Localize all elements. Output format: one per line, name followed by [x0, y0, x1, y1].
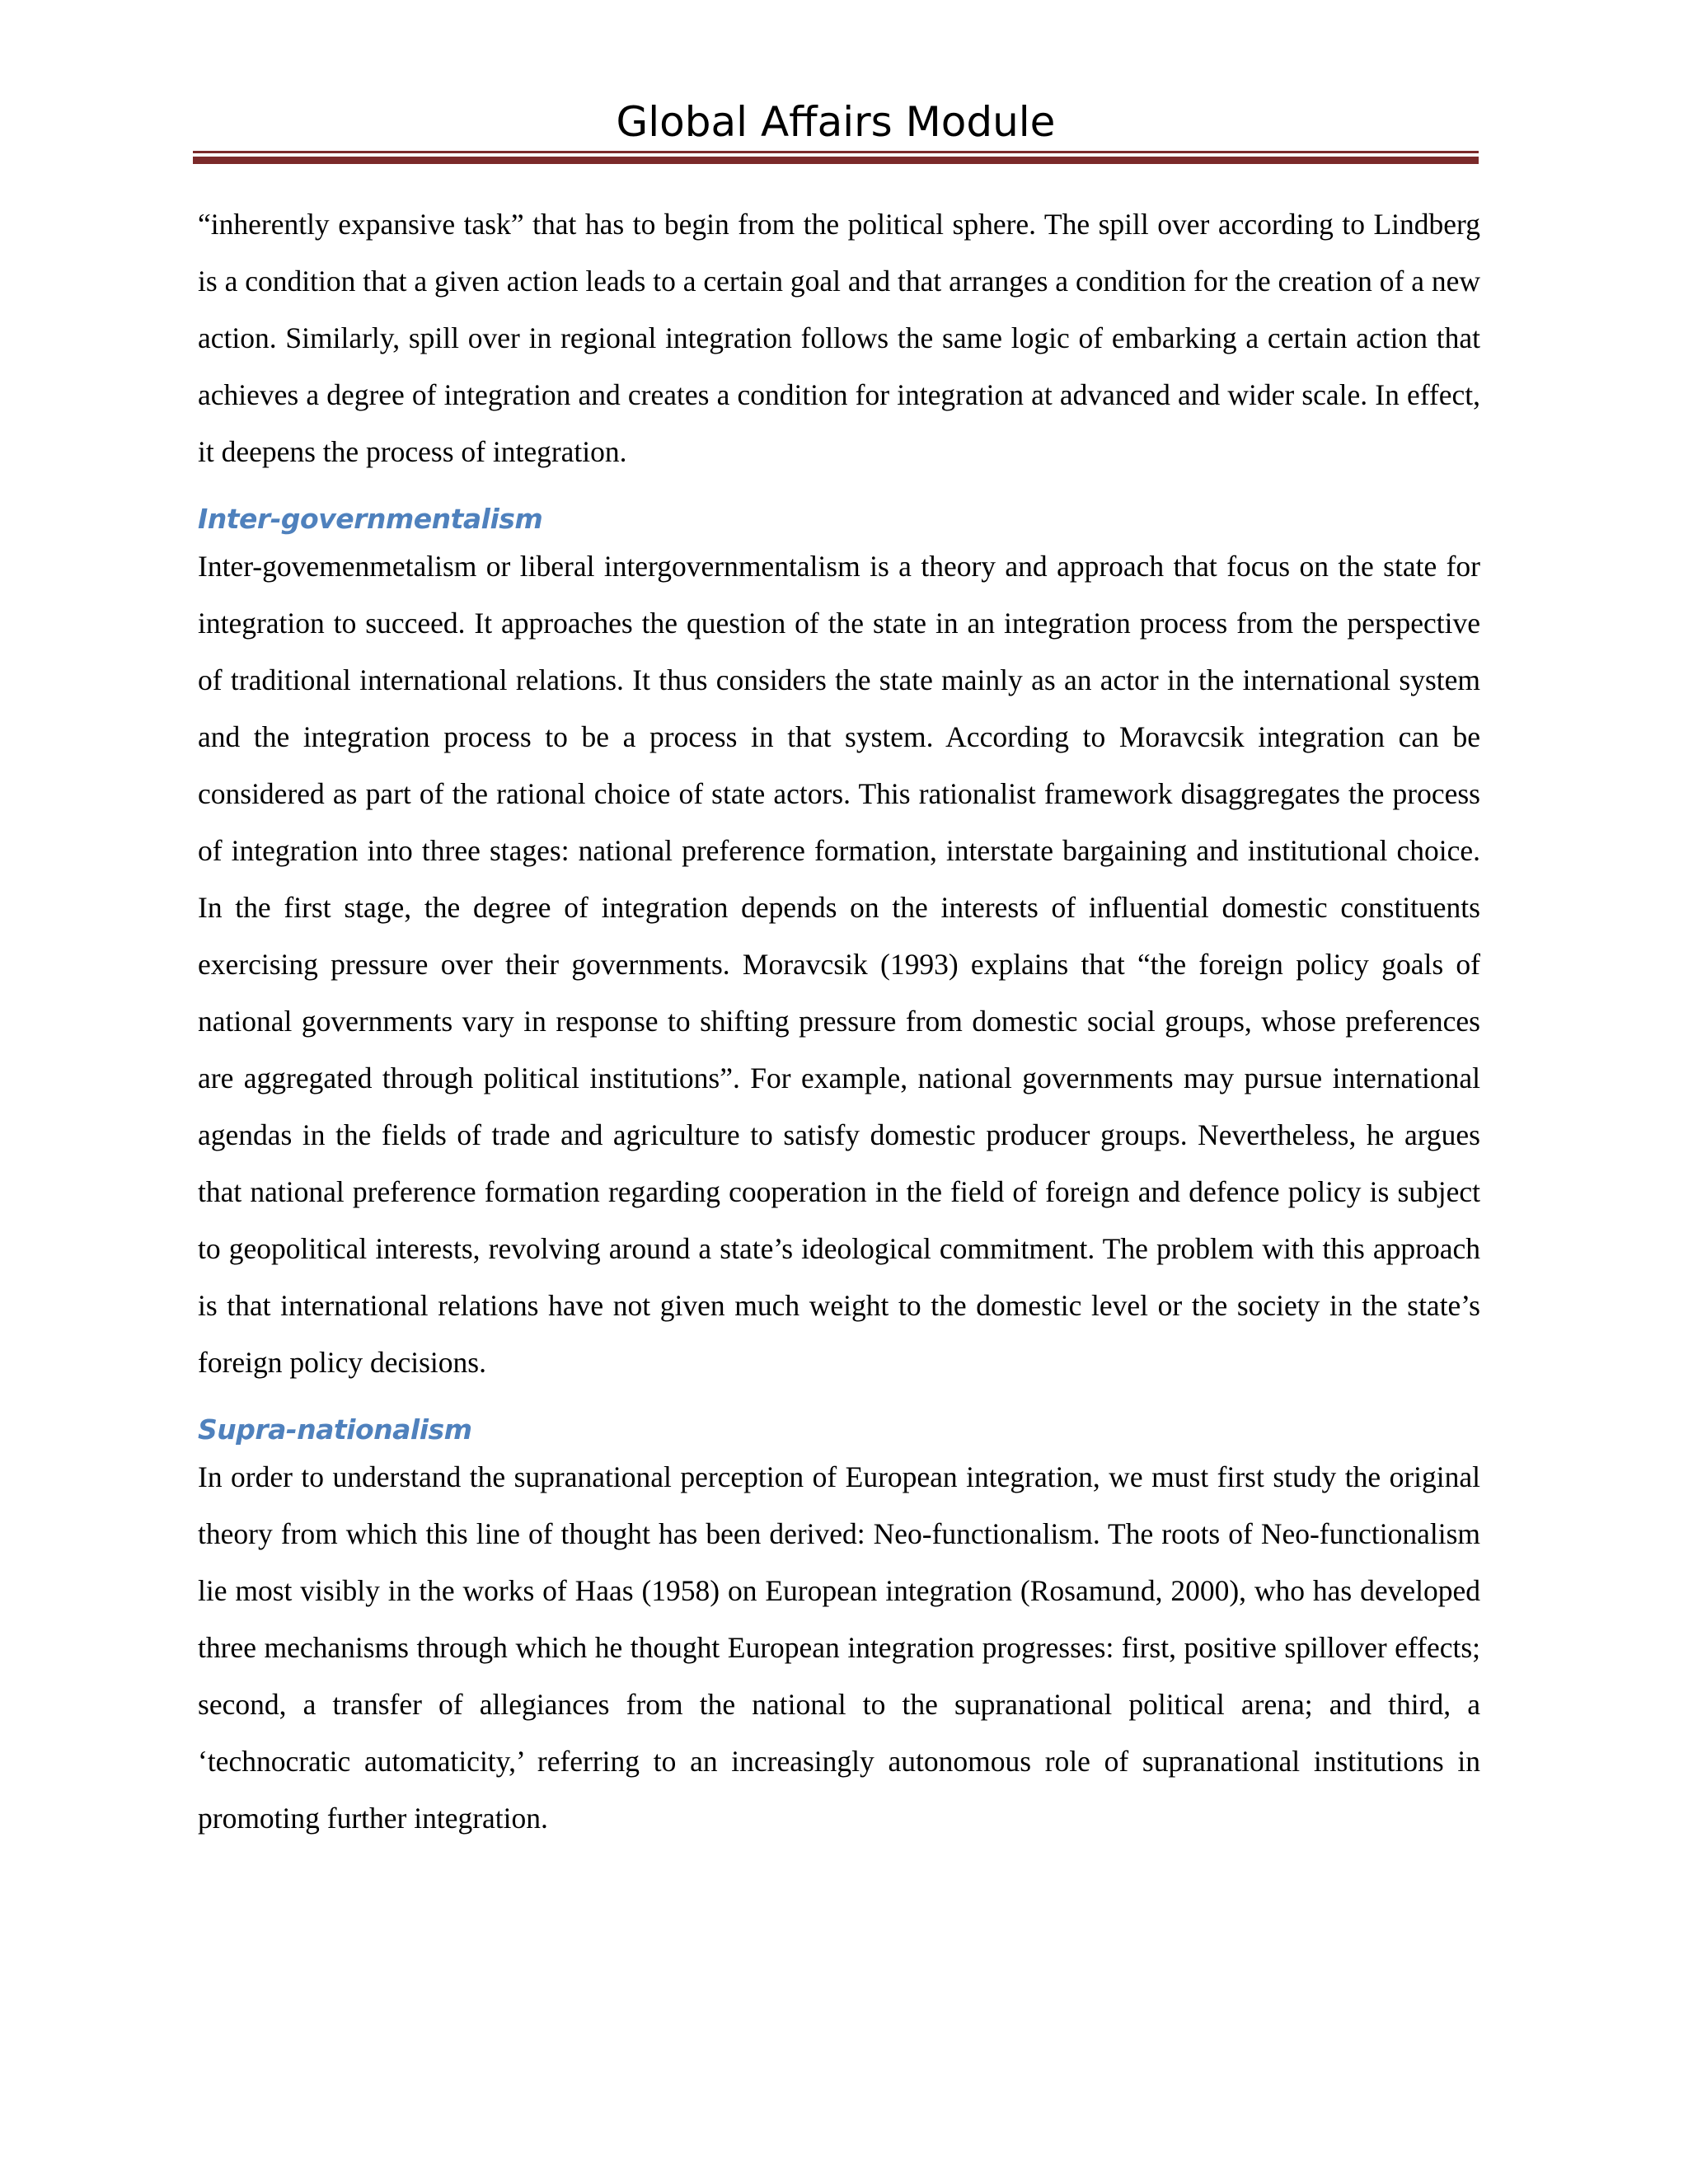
document-body — [198, 196, 1480, 1847]
page-header-title: Global Affairs Module — [616, 98, 1056, 146]
heading-intergovernmentalism: Inter-governmentalism — [198, 503, 543, 535]
paragraph-supranationalism: In order to understand the supranational perception of European integration, we must first study the original theory from which this line of thought has been derived: Neo-functionalism. The roots of Neo-functionalism lie most visibly in the works of Haas (1958) on European integration (Rosamund, 2000), who has developed three mechanisms through which he thought European integration progresses: first, positive spillover effects; second, a transfer of allegiances from the national to the supranational political arena; and third, a ‘technocratic automaticity,’ referring to an increasingly autonomous role of supranational institutions in promoting further integration. — [198, 1460, 1480, 1835]
header-divider-thin — [193, 151, 1479, 153]
paragraph-intro: “inherently expansive task” that has to begin from the political sphere. The spill over according to Lindberg is a condition that a given action leads to a certain goal and that arranges a condition for the creation of a new action. Similarly, spill over in regional integration follows the same logic of embarking a certain action that achieves a degree of integration and creates a condition for integration at advanced and wider scale. In effect, it deepens the process of integration. — [198, 208, 1480, 468]
paragraph-intergovernmentalism: Inter-govemenmetalism or liberal intergovernmentalism is a theory and approach that focus on the state for integration to succeed. It approaches the question of the state in an integration process from the perspective of traditional international relations. It thus considers the state mainly as an actor in the international system and the integration process to be a process in that system. According to Moravcsik integration can be considered as part of the rational choice of state actors. This rationalist framework disaggregates the process of integration into three stages: national preference formation, interstate bargaining and institutional choice. In the first stage, the degree of integration depends on the interests of influential domestic constituents exercising pressure over their governments. Moravcsik (1993) explains that “the foreign policy goals of national governments vary in response to shifting pressure from domestic social groups, whose preferences are aggregated through political institutions”. For example, national governments may pursue international agendas in the fields of trade and agriculture to satisfy domestic producer groups. Nevertheless, he argues that national preference formation regarding cooperation in the field of foreign and defence policy is subject to geopolitical interests, revolving around a state’s ideological commitment. The problem with this approach is that international relations have not given much weight to the domestic level or the society in the state’s foreign policy decisions. — [198, 550, 1480, 1379]
heading-supranationalism: Supra-nationalism — [198, 1413, 472, 1446]
header-divider-thick — [193, 157, 1479, 164]
